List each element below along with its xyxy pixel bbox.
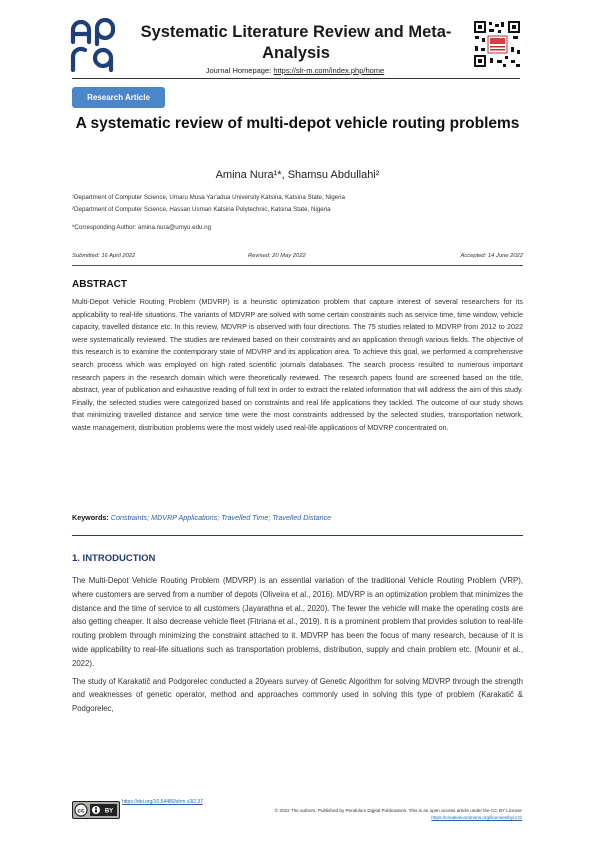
abstract-heading: ABSTRACT — [72, 279, 127, 290]
corresponding-author: *Corresponding Author: amina.nura@umyu.edu.ng — [72, 224, 212, 231]
paper-title: A systematic review of multi-depot vehicle routing problems — [75, 115, 520, 132]
homepage-label: Journal Homepage: — [205, 66, 272, 75]
affiliation-1: ¹Department of Computer Science, Umaru Musa Yar'adua University Katsina, Katsina State, Nigeria — [72, 194, 345, 201]
doi-link[interactable]: https://doi.org/10.54480/slrm.v3i2.37 — [122, 799, 203, 805]
revised-date: Revised: 20 May 2022 — [248, 253, 306, 259]
introduction-body — [72, 574, 523, 720]
authors: Amina Nura¹*, Shamsu Abdullahi² — [215, 169, 380, 181]
svg-text:BY: BY — [104, 808, 114, 815]
homepage-link[interactable]: https://slr-m.com/index.php/home — [273, 66, 385, 75]
section-heading-introduction: 1. INTRODUCTION — [72, 553, 156, 564]
keywords-list: Constraints; MDVRP Applications; Travelled Time; Travelled Distance — [110, 513, 332, 522]
license-notice — [122, 807, 522, 821]
journal-logo — [70, 18, 120, 74]
keywords — [72, 513, 331, 522]
license-link[interactable]: https://creativecommons.org/licenses/by/4.0/ — [431, 815, 522, 820]
keywords-label: Keywords: — [72, 513, 109, 522]
license-text: © 2022 The authors. Published by Pendulum Digital Publications. This is an open access article under the CC BY License — [274, 808, 522, 813]
submitted-date: Submitted: 16 April 2022 — [72, 253, 136, 259]
section-divider — [72, 535, 523, 536]
intro-paragraph: The study of Karakatič and Podgorelec conducted a 20years survey of Genetic Algorithm for solving MDVRP through the strength and weaknesses of genetic operator, method and approaches commonly used in solving this type of problem (Karakatič & Podgorelec, — [72, 676, 523, 714]
affiliation-2: ²Department of Computer Science, Hassan Usman Katsina Polytechnic, Katsina State, Nigeria — [72, 206, 331, 213]
journal-homepage — [130, 66, 460, 75]
svg-text:cc: cc — [77, 807, 85, 815]
intro-paragraph: The Multi-Depot Vehicle Routing Problem (MDVRP) is an essential variation of the traditional Vehicle Routing Problem (VRP), where customers are served from a number of depots (Oliveira et al., 2016). MDVRP is an optimization problem that minimizes the distance and the time of service to all customers (Jayarathna et al., 2020). The fewer the vehicle will make the operating costs are also getting cheaper. It also decrease vehicle fleet (Fitriana et al., 2019). It is a prominent problem that provides solution to real-life routing problem through minimizing the constraint attached to it. MDVRP has been the focus of many research, because of it is wide applicability to real-life situations such as transportation problems, distribution, supply and chain problem etc. (Mounir et al., 2022). — [72, 576, 523, 668]
abstract-text: Multi-Depot Vehicle Routing Problem (MDVRP) is a heuristic optimization problem that capture interest of several researchers for its applicability to real-life situations. The variants of MDVRP are solved with some certain constraints such as service time, time window, vehicle capacity, travelled distance etc. In this review, MDVRP is observed with four directions. The 75 studies related to MDVRP from 2012 to 2022 were systematically reviewed. The studies are reviewed based on their constraints and an application through various fields. The objective of this research is to examine the contemporary state of MDVRP and its application area. To achieve this goal, we performed a comprehensive search process which was employed on high rated scientific journals databases. The search process resulted to numerous important research papers in the research domain which were theoretically reviewed. The research papers found are screened based on the title, abstract, year of publication and exhaustive reading of full text in order to extract the related information that will address the aim of this study. Finally, the selected studies were categorized based on constraints and real life applications they tackled. The outcome of our study shows that minimizing travelled distance and service time were the most constraints addressed by the selected studies, transportation network, waste management, distribution problems were the most widely used real-life applications of MDVRP concentrated on. — [72, 297, 523, 432]
cc-by-license-icon — [72, 801, 120, 819]
header-divider — [72, 78, 520, 79]
journal-title: Systematic Literature Review and Meta-Analysis — [140, 23, 452, 62]
accepted-date: Accepted: 14 June 2022 — [460, 253, 523, 259]
article-type-badge: Research Article — [72, 87, 165, 108]
dates-divider — [72, 265, 523, 266]
qr-code-icon — [473, 20, 521, 68]
